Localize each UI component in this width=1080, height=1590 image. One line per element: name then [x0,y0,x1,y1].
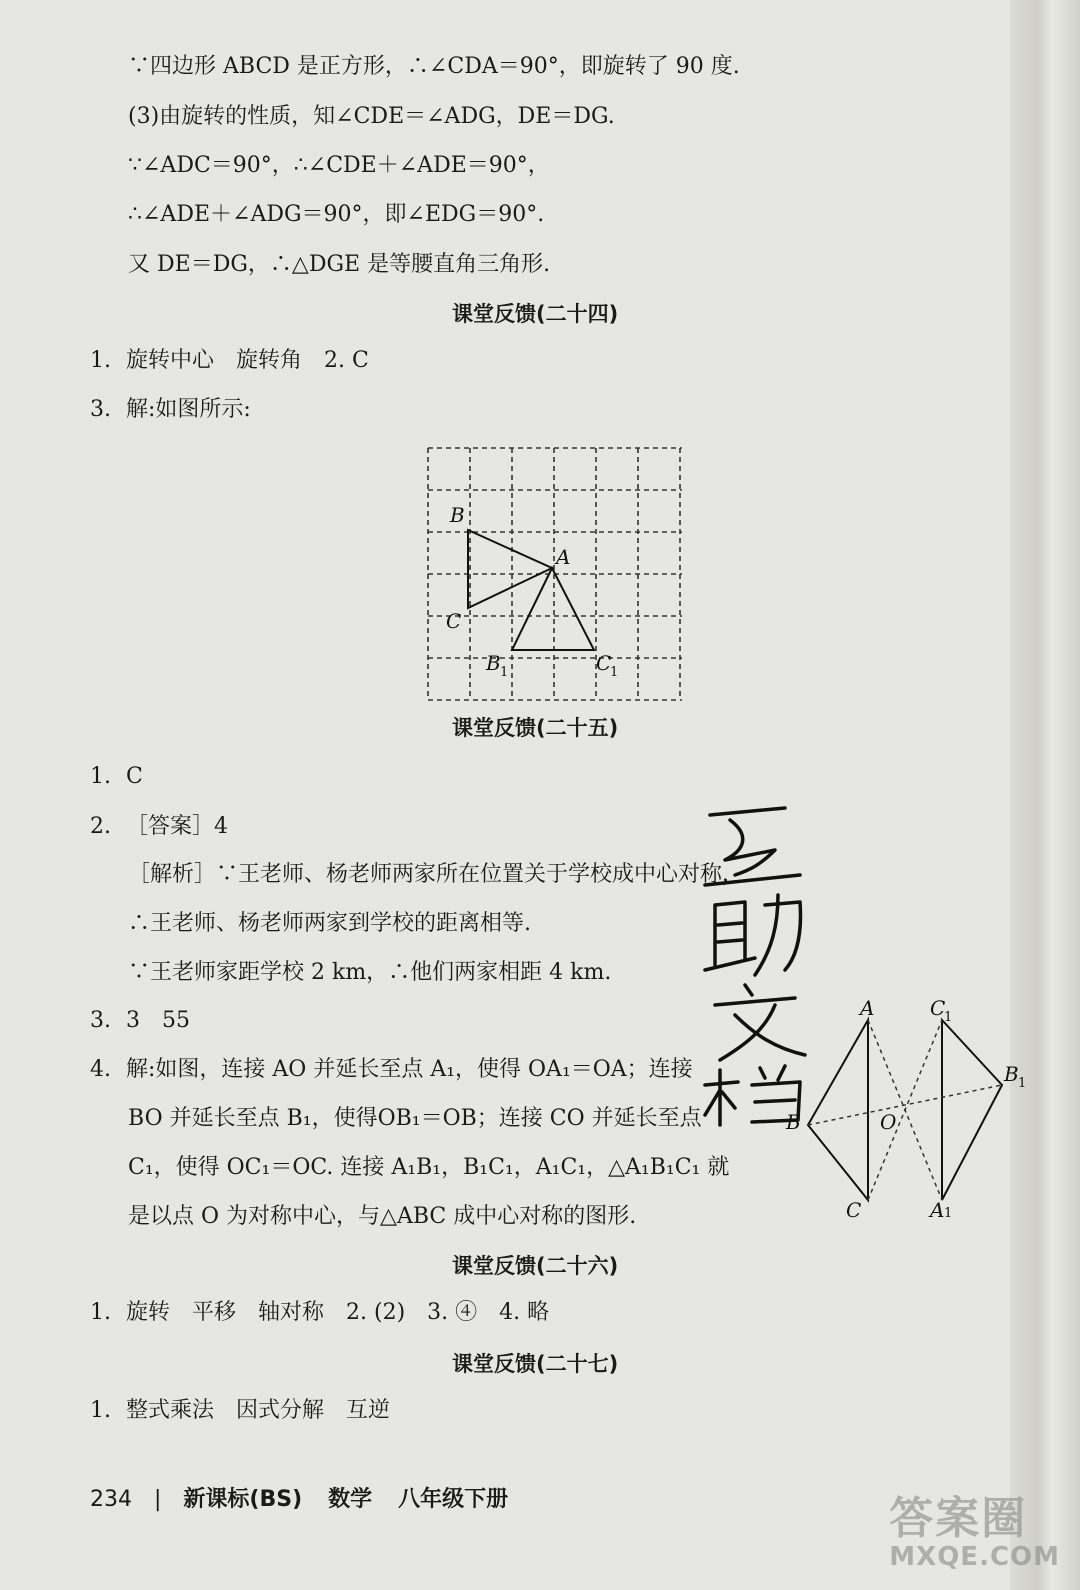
handwritten-mark [690,790,840,1130]
label-subscript: 1 [500,665,509,680]
answer-text: 整式乘法 因式分解 互逆 [126,1398,391,1423]
label-a: A [860,996,875,1020]
section-heading: 课堂反馈(二十五) [452,716,619,740]
section-heading: 课堂反馈(二十六) [452,1254,619,1278]
answer-line [90,1006,190,1036]
label-c: C [446,609,462,633]
answer-line [90,812,228,842]
footer-edition: 新课标(BS) [183,1487,303,1512]
text-line: BO 并延长至点 B₁，使得OB₁＝OB；连接 CO 并延长至点 [128,1106,702,1131]
text-line: ［解析］∵王老师、杨老师两家所在位置关于学校成中心对称， [128,862,745,887]
question-number: 1. [90,1300,111,1325]
label-subscript: 1 [610,665,619,680]
answer-text: 解:如图所示: [126,397,251,422]
answer-text: 解:如图，连接 AO 并延长至点 A₁，使得 OA₁＝OA；连接 [126,1057,693,1082]
text-line: ∵王老师家距学校 2 km，∴他们两家相距 4 km. [128,960,612,985]
text-line: ∵∠ADC＝90°，∴∠CDE＋∠ADE＝90°， [128,153,550,178]
answer-line [90,1396,390,1426]
label-subscript: 1 [1018,1076,1027,1091]
answer-line [90,1298,549,1328]
triangle-a1b1c1 [942,1020,1002,1200]
question-number: 1. [90,764,111,789]
question-number: 3. [90,1008,111,1033]
text-line: 又 DE＝DG，∴△DGE 是等腰直角三角形. [128,252,551,277]
triangle-abc [468,530,552,608]
label-b: B [450,503,465,527]
answer-text: C [126,764,143,789]
question-number: 3. [90,397,111,422]
label-b1: B [1004,1062,1019,1086]
footer-grade: 八年级下册 [398,1487,509,1512]
watermark-bottom: MXQE.COM [889,1542,1060,1572]
question-number: 2. [90,814,111,839]
section-heading: 课堂反馈(二十七) [452,1352,619,1376]
text-line: C₁，使得 OC₁＝OC. 连接 A₁B₁，B₁C₁，A₁C₁，△A₁B₁C₁ 就 [128,1155,730,1180]
label-c1: C [930,996,946,1020]
label-a: A [556,545,571,569]
footer-subject: 数学 [328,1487,373,1512]
page-edge [1010,0,1080,1590]
label-subscript: 1 [944,1206,953,1220]
section-heading: 课堂反馈(二十四) [452,302,619,326]
text-line: ∴∠ADE＋∠ADG＝90°，即∠EDG＝90°. [128,202,545,227]
answer-line [90,762,143,792]
question-number: 1. [90,348,111,373]
text-line: 是以点 O 为对称中心，与△ABC 成中心对称的图形. [128,1204,637,1229]
page-footer [90,1482,534,1513]
footer-separator: | [154,1487,162,1512]
rotation-grid-figure [420,440,690,710]
label-c1: C [596,651,612,675]
answer-line [90,346,369,376]
answer-line [90,1055,693,1085]
text-line: (3)由旋转的性质，知∠CDE＝∠ADG，DE＝DG. [128,104,615,129]
text-line: ∴王老师、杨老师两家到学校的距离相等. [128,911,531,936]
label-o: O [880,1110,897,1134]
label-b: B [786,1110,801,1134]
answer-text: 旋转中心 旋转角 2. C [126,348,369,373]
answer-line [90,395,251,425]
label-subscript: 1 [944,1010,953,1025]
label-b1: B [486,651,501,675]
page-number: 234 [90,1487,132,1512]
answer-text: 3 55 [126,1008,190,1033]
answer-text: 旋转 平移 轴对称 2. (2) 3. ④ 4. 略 [126,1300,550,1325]
label-c: C [846,1198,862,1220]
text-line: ∵四边形 ABCD 是正方形，∴∠CDA＝90°，即旋转了 90 度. [128,54,740,79]
answer-text: ［答案］4 [126,814,228,839]
question-number: 4. [90,1057,111,1082]
watermark-logo [889,1482,1060,1572]
question-number: 1. [90,1398,111,1423]
label-a1: A [930,1198,945,1220]
watermark-top: 答案圈 [889,1493,1028,1544]
